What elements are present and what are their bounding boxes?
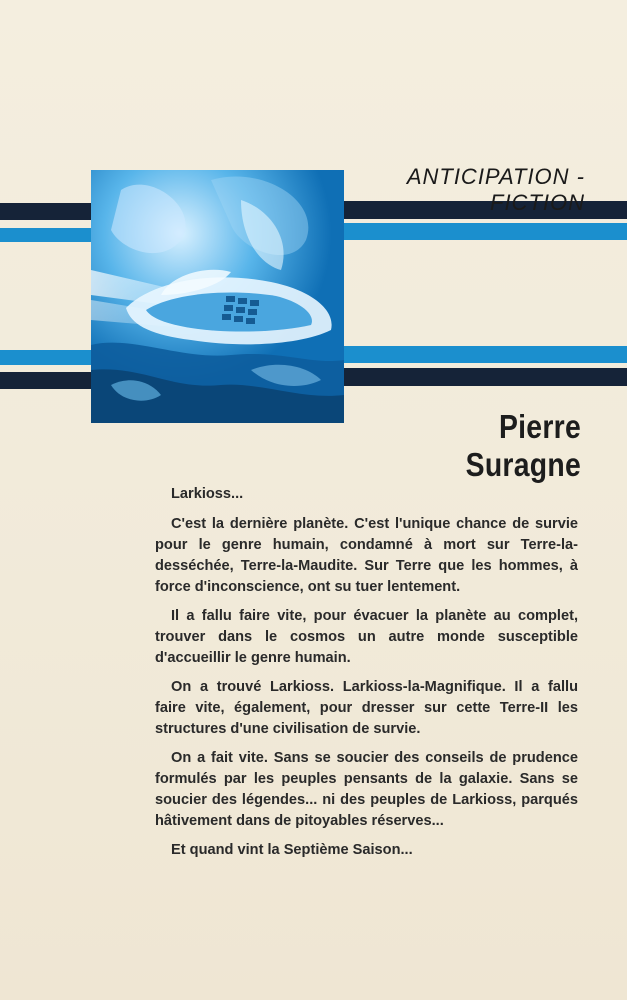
blurb-paragraph: Et quand vint la Septième Saison... (171, 842, 413, 858)
author-name: Pierre Suragne (465, 408, 581, 483)
futuristic-vehicle-icon (91, 170, 344, 423)
blurb-paragraph: C'est la dernière planète. C'est l'unique chance de survie pour le genre humain, condamné à mort sur Terre-la-desséchée, Terre-la-Maudite. Sur Terre que les hommes, à force d'inconscience, ont su tuer lentement. (155, 516, 578, 595)
series-title: ANTICIPATION - FICTION (406, 164, 585, 215)
blurb-paragraph: Il a fallu faire vite, pour évacuer la planète au complet, trouver dans le cosmos un autre monde susceptible d'accueillir le genre humain. (155, 608, 578, 666)
cover-illustration (91, 170, 344, 423)
stripe-lower-blue-right (344, 346, 627, 363)
stripe-lower-blue-left (0, 350, 91, 365)
stripe-upper-blue-left (0, 228, 91, 242)
stripe-lower-dark-left (0, 372, 91, 389)
blurb-paragraph: On a trouvé Larkioss. Larkioss-la-Magnifique. Il a fallu faire vite, également, pour dresser sur cette Terre-II les structures d'une civilisation de survie. (155, 679, 578, 737)
blurb-text (155, 484, 578, 869)
stripe-lower-dark-right (344, 368, 627, 386)
stripe-upper-blue-right (344, 223, 627, 240)
blurb-paragraph: On a fait vite. Sans se soucier des conseils de prudence formulés par les peuples pensants de la galaxie. Sans se soucier des légendes... ni des peuples de Larkioss, parqués hâtivement dans de pitoyables réserves... (155, 750, 578, 829)
stripe-upper-dark-left (0, 203, 91, 220)
blurb-paragraph: Larkioss... (171, 486, 244, 502)
